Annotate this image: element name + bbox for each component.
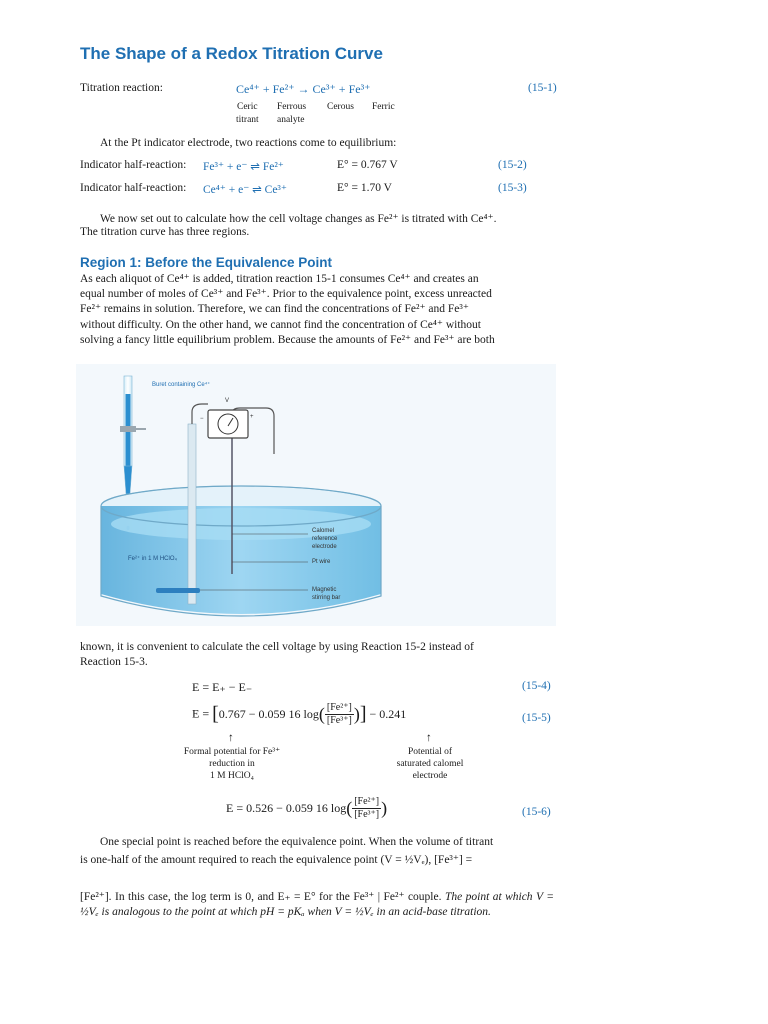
region1-line: Fe²⁺ remains in solution. Therefore, we can find the concentrations of Fe²⁺ and Fe³⁺ <box>80 303 469 316</box>
eq156-numerator: [Fe²⁺] <box>354 796 380 807</box>
arrow-right: ↑ <box>426 732 432 744</box>
eq-number-15-2: (15-2) <box>498 159 527 171</box>
paren-close: ) <box>353 704 360 724</box>
voltmeter-label: V <box>225 398 230 404</box>
annotation-calomel-potential <box>380 746 480 782</box>
eq-number-15-6: (15-6) <box>522 806 551 818</box>
region1-line: solving a fancy little equilibrium problem. Because the amounts of Fe²⁺ and Fe³⁺ are both <box>80 333 495 346</box>
after-figure-paragraph <box>80 640 554 670</box>
region1-line: equal number of moles of Ce³⁺ and Fe³⁺. Prior to the equivalence point, excess unreacted <box>80 288 492 301</box>
annot-right-line: Potential of <box>407 747 453 757</box>
half-reaction-2-potential: E° = 1.70 V <box>337 182 392 194</box>
eq155-numerator: [Fe²⁺] <box>326 702 352 713</box>
region1-paragraph <box>80 272 554 348</box>
half-reaction-1-equation: Fe³⁺ + e⁻ ⇌ Fe²⁺ <box>203 161 284 173</box>
eq-number-15-3: (15-3) <box>498 182 527 194</box>
eq155-first: 0.767 − 0.059 16 log <box>218 707 319 721</box>
minus-terminal: − <box>200 416 204 422</box>
region1-heading: Region 1: Before the Equivalence Point <box>80 255 333 270</box>
calomel-line: reference <box>312 536 338 542</box>
annot-right-line: electrode <box>412 771 448 781</box>
calomel-line: electrode <box>312 544 337 550</box>
half-reaction-1-label: Indicator half-reaction: <box>80 159 187 171</box>
after-figure-line: Reaction 15-3. <box>80 656 148 669</box>
special-line-1: One special point is reached before the equivalence point. When the volume of titrant <box>100 836 494 848</box>
arrow-left: ↑ <box>228 732 234 744</box>
role-analyte: analyte <box>277 115 305 125</box>
titration-label: Titration reaction: <box>80 82 163 94</box>
eq-number-15-1: (15-1) <box>528 82 557 94</box>
eq155-left: E = <box>192 706 213 721</box>
half-reaction-2-equation: Ce⁴⁺ + e⁻ ⇌ Ce³⁺ <box>203 184 287 196</box>
final-line-2: The point at which V = ½Vₑ is analogous to the point at which pH = pKₐ when V = ½Vₑ in an acid-base titration. <box>80 891 554 919</box>
voltmeter <box>208 410 248 438</box>
name-ceric: Ceric <box>237 102 258 112</box>
after-figure-line: known, it is convenient to calculate the cell voltage by using Reaction 15-2 instead of <box>80 641 474 653</box>
name-ferrous: Ferrous <box>277 102 307 112</box>
role-titrant: titrant <box>236 115 259 125</box>
equation-15-6 <box>226 796 387 821</box>
page-title: The Shape of a Redox Titration Curve <box>80 44 383 63</box>
bracket-open: [ <box>212 703 219 725</box>
eq-number-15-5: (15-5) <box>522 712 551 724</box>
equation-15-5 <box>192 702 406 727</box>
name-ferric: Ferric <box>372 102 395 112</box>
eq156-first: E = 0.526 − 0.059 16 log <box>226 801 347 815</box>
half-reaction-1-potential: E° = 0.767 V <box>337 159 398 171</box>
final-paragraph <box>80 890 554 920</box>
final-line-1: [Fe²⁺]. In this case, the log term is 0, and E₊ = E° for the Fe³⁺ | Fe²⁺ couple. <box>80 891 442 903</box>
half-reaction-2-label: Indicator half-reaction: <box>80 182 187 194</box>
eq155-tail: − 0.241 <box>369 707 407 721</box>
stir-line: stirring bar <box>312 595 341 601</box>
pt-wire-label: Pt wire <box>312 559 331 565</box>
paren-open: ( <box>318 704 325 724</box>
titration-equation: Ce⁴⁺ + Fe²⁺ → Ce³⁺ + Fe³⁺ <box>236 82 371 96</box>
annot-right-line: saturated calomel <box>396 759 464 769</box>
buret-label: Buret containing Ce⁴⁺ <box>152 382 211 388</box>
annot-left-line: reduction in <box>209 759 255 769</box>
eq155-fraction <box>325 702 354 727</box>
region1-line: without difficulty. On the other hand, we cannot find the concentration of Ce⁴⁺ without <box>80 318 481 331</box>
equilibrium-intro: At the Pt indicator electrode, two reactions come to equilibrium: <box>100 137 397 149</box>
paren-close: ) <box>381 798 388 818</box>
plus-terminal: + <box>250 414 254 420</box>
special-line-2: is one-half of the amount required to reach the equivalence point (V = ½Vₑ), [Fe³⁺] = <box>80 854 473 866</box>
region1-line: As each aliquot of Ce⁴⁺ is added, titration reaction 15-1 consumes Ce⁴⁺ and creates an <box>80 273 479 285</box>
stir-line: Magnetic <box>312 587 337 593</box>
eq-number-15-4: (15-4) <box>522 680 551 692</box>
intro-line-2: The titration curve has three regions. <box>80 226 250 238</box>
calomel-label <box>312 527 337 551</box>
solution-label: Fe²⁺ in 1 M HClO₄ <box>128 556 177 562</box>
annot-left-line: Formal potential for Fe³⁺ <box>183 747 281 757</box>
eq155-denominator: [Fe³⁺] <box>326 715 352 726</box>
equation-15-4: E = E₊ − E₋ <box>192 680 253 694</box>
annotation-formal-potential <box>170 746 294 782</box>
calomel-line: Calomel <box>312 528 335 534</box>
eq156-fraction <box>352 796 381 821</box>
bracket-close: ] <box>359 703 367 725</box>
paren-open: ( <box>346 798 353 818</box>
stir-label <box>312 586 340 602</box>
eq156-denominator: [Fe³⁺] <box>354 809 380 820</box>
name-cerous: Cerous <box>327 102 354 112</box>
annot-left-line: 1 M HClO₄ <box>210 771 254 781</box>
stirring-bar <box>156 588 200 593</box>
intro-line-1: We now set out to calculate how the cell voltage changes as Fe²⁺ is titrated with Ce⁴⁺. <box>100 213 497 225</box>
